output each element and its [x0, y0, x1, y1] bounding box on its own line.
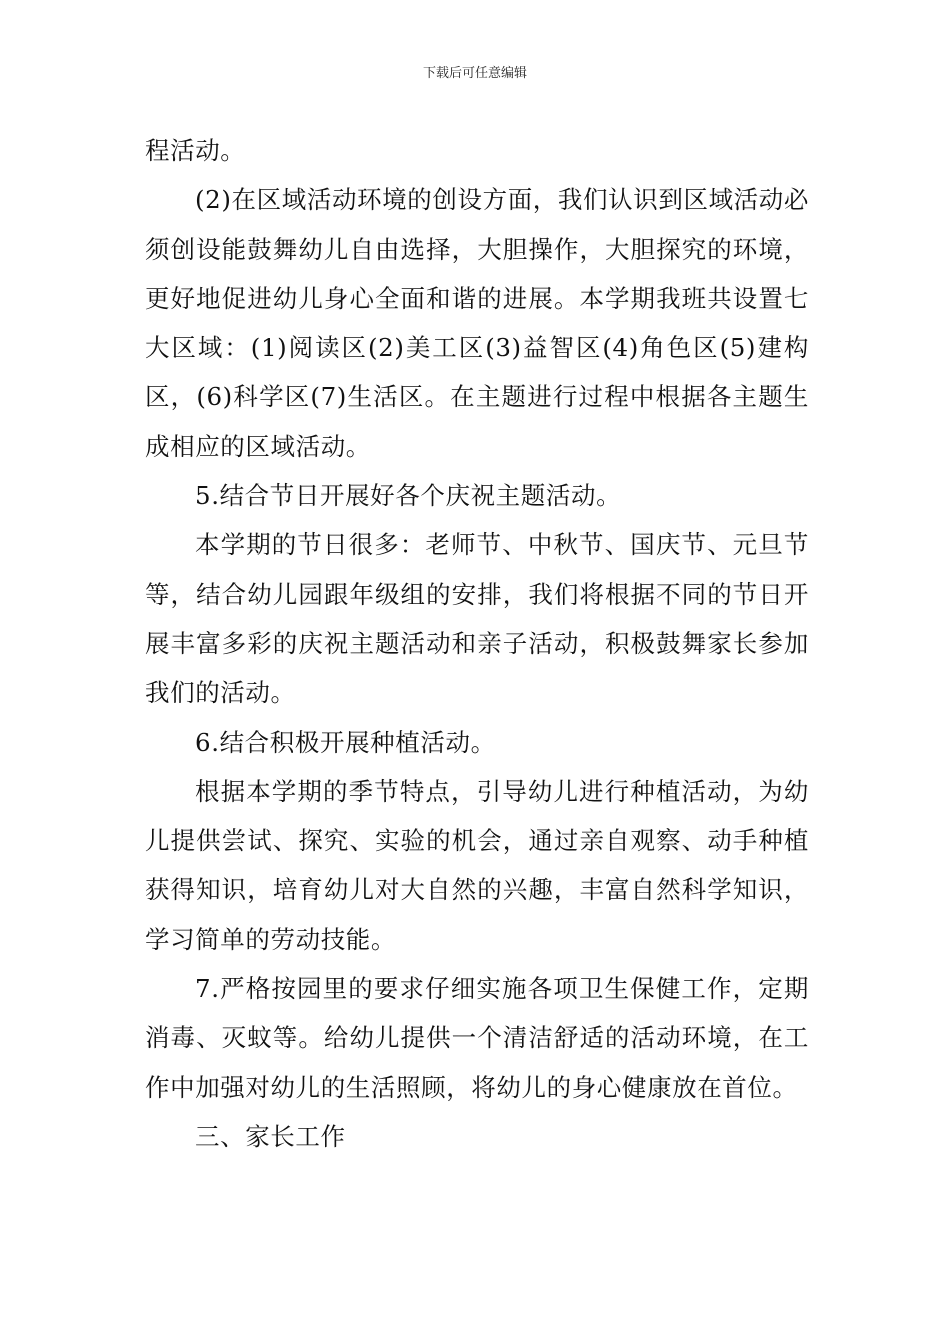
section-heading-parent-work: 三、家长工作 [195, 1121, 346, 1151]
paragraph-continuation: 程活动。 [145, 136, 246, 165]
paragraph-festivals: 本学期的节日很多：老师节、中秋节、国庆节、元旦节等，结合幼儿园跟年级组的安排，我们将根据不同的节日开展丰富多彩的庆祝主题活动和亲子活动，积极鼓舞家长参加我们的活动。 [145, 530, 809, 708]
paragraph-hygiene: 7.严格按园里的要求仔细实施各项卫生保健工作，定期消毒、灭蚊等。给幼儿提供一个清洁舒适的活动环境，在工作中加强对幼儿的生活照顾，将幼儿的身心健康放在首位。 [145, 974, 809, 1102]
section-heading-planting: 6.结合积极开展种植活动。 [195, 727, 496, 757]
page-header: 下载后可任意编辑 [422, 66, 527, 81]
document-body [145, 126, 809, 1161]
paragraph-area-activities: (2)在区域活动环境的创设方面，我们认识到区域活动必须创设能鼓舞幼儿自由选择，大胆操作，大胆探究的环境，更好地促进幼儿身心全面和谐的进展。本学期我班共设置七大区域：(1)阅读区(2)美工区(3)益智区(4)角色区(5)建构区，(6)科学区(7)生活区。在主题进行过程中根据各主题生成相应的区域活动。 [145, 185, 809, 461]
paragraph-planting: 根据本学期的季节特点，引导幼儿进行种植活动，为幼儿提供尝试、探究、实验的机会，通过亲自观察、动手种植获得知识，培育幼儿对大自然的兴趣，丰富自然科学知识，学习简单的劳动技能。 [145, 776, 809, 954]
section-heading-festivals: 5.结合节日开展好各个庆祝主题活动。 [195, 481, 622, 511]
